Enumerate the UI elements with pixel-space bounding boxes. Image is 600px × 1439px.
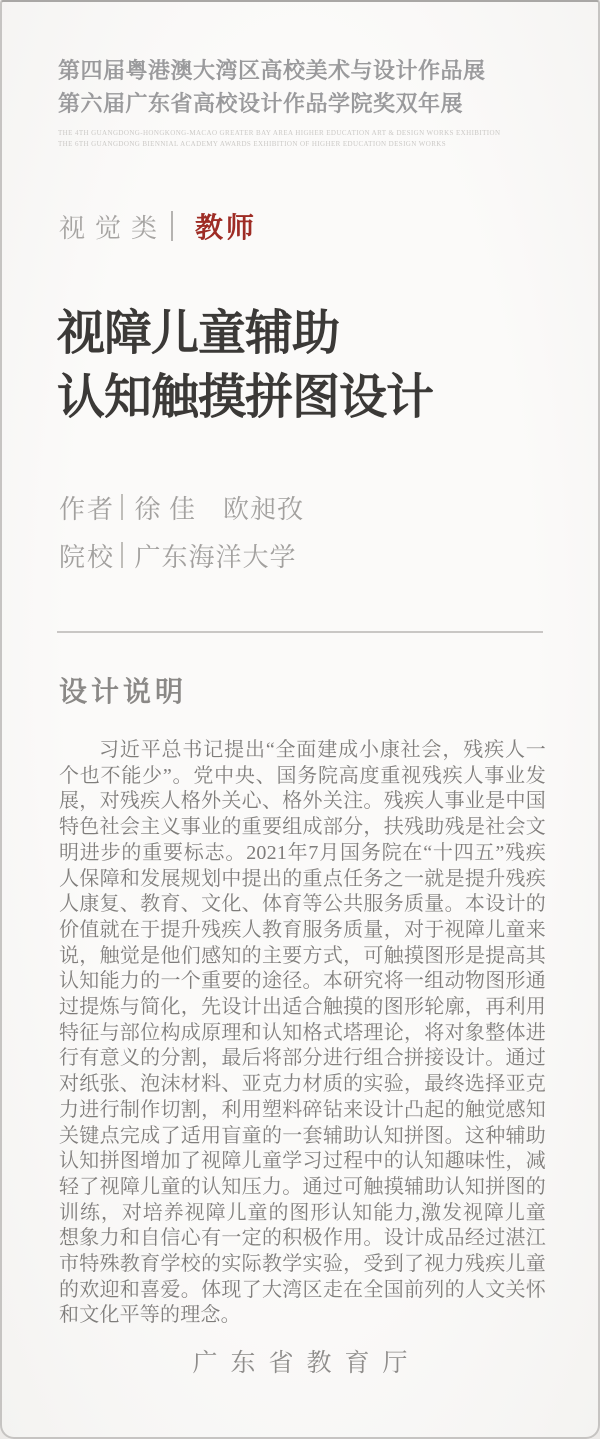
exhibition-subtitle-en-line1: THE 4TH GUANGDONG-HONGKONG-MACAO GREATER BAY AREA HIGHER EDUCATION ART & DESIGN WORKS EXHIBITION: [58, 129, 501, 137]
author-row: [59, 490, 304, 524]
statement-heading: 设计说明: [59, 677, 188, 708]
school-row: [59, 538, 304, 572]
school-name: 广东海洋大学: [134, 542, 297, 572]
author-divider-bar: [121, 494, 123, 520]
organizer-footer: [2, 1343, 598, 1379]
organizer-name: 广东省教育厅: [192, 1350, 421, 1377]
exhibition-subtitle-en: [58, 128, 500, 150]
category-divider-bar: [171, 211, 173, 241]
exhibition-header: [58, 54, 500, 150]
school-divider-bar: [121, 542, 123, 568]
exhibition-title-line2: 第六届广东省高校设计作品学院奖双年展: [58, 91, 464, 116]
work-title-line2: 认知触摸拼图设计: [57, 371, 434, 424]
section-divider-line: [57, 631, 543, 633]
category-row: [59, 208, 257, 244]
exhibition-subtitle-en-line2: THE 6TH GUANGDONG BIENNIAL ACADEMY AWARDS EXHIBITION OF HIGHER EDUCATION DESIGN WORKS: [58, 140, 447, 148]
design-statement-section: [59, 670, 546, 1329]
author-label: 作者: [59, 494, 116, 524]
author-names: 徐 佳 欧昶孜: [134, 494, 305, 524]
work-title: [57, 302, 433, 430]
work-title-line1: 视障儿童辅助: [57, 307, 340, 360]
exhibition-title-line1: 第四届粤港澳大湾区高校美术与设计作品展: [58, 58, 486, 83]
statement-body: 习近平总书记提出“全面建成小康社会，残疾人一个也不能少”。党中央、国务院高度重视残疾人事业发展，对残疾人格外关心、格外关注。残疾人事业是中国特色社会主义事业的重要组成部分，扶残助残是社会文明进步的重要标志。2021年7月国务院在“十四五”残疾人保障和发展规划中提出的重点任务之一就是提升残疾人康复、教育、文化、体育等公共服务质量。本设计的价值就在于提升残疾人教育服务质量，对于视障儿童来说，触觉是他们感知的主要方式，可触摸图形是提高其认知能力的一个重要的途径。本研究将一组动物图形通过提炼与简化，先设计出适合触摸的图形轮廓，再利用特征与部位构成原理和认知格式塔理论，将对象整体进行有意义的分割，最后将部分进行组合拼接设计。通过对纸张、泡沫材料、亚克力材质的实验，最终选择亚克力进行制作切割，利用塑料碎钻来设计凸起的触觉感知关键点完成了适用盲童的一套辅助认知拼图。这种辅助认知拼图增加了视障儿童学习过程中的认知趣味性，减轻了视障儿童的认知压力。通过可触摸辅助认知拼图的训练，对培养视障儿童的图形认知能力,激发视障儿童想象力和自信心有一定的积极作用。设计成品经过湛江市特殊教育学校的实际教学实验，受到了视力残疾儿童的欢迎和喜爱。体现了大湾区走在全国前列的人文关怀和文化平等的理念。: [59, 739, 546, 1327]
school-label: 院校: [59, 542, 116, 572]
work-meta: [59, 490, 304, 586]
category-group-label: 视觉类: [59, 213, 168, 243]
category-role: 教师: [195, 213, 258, 244]
